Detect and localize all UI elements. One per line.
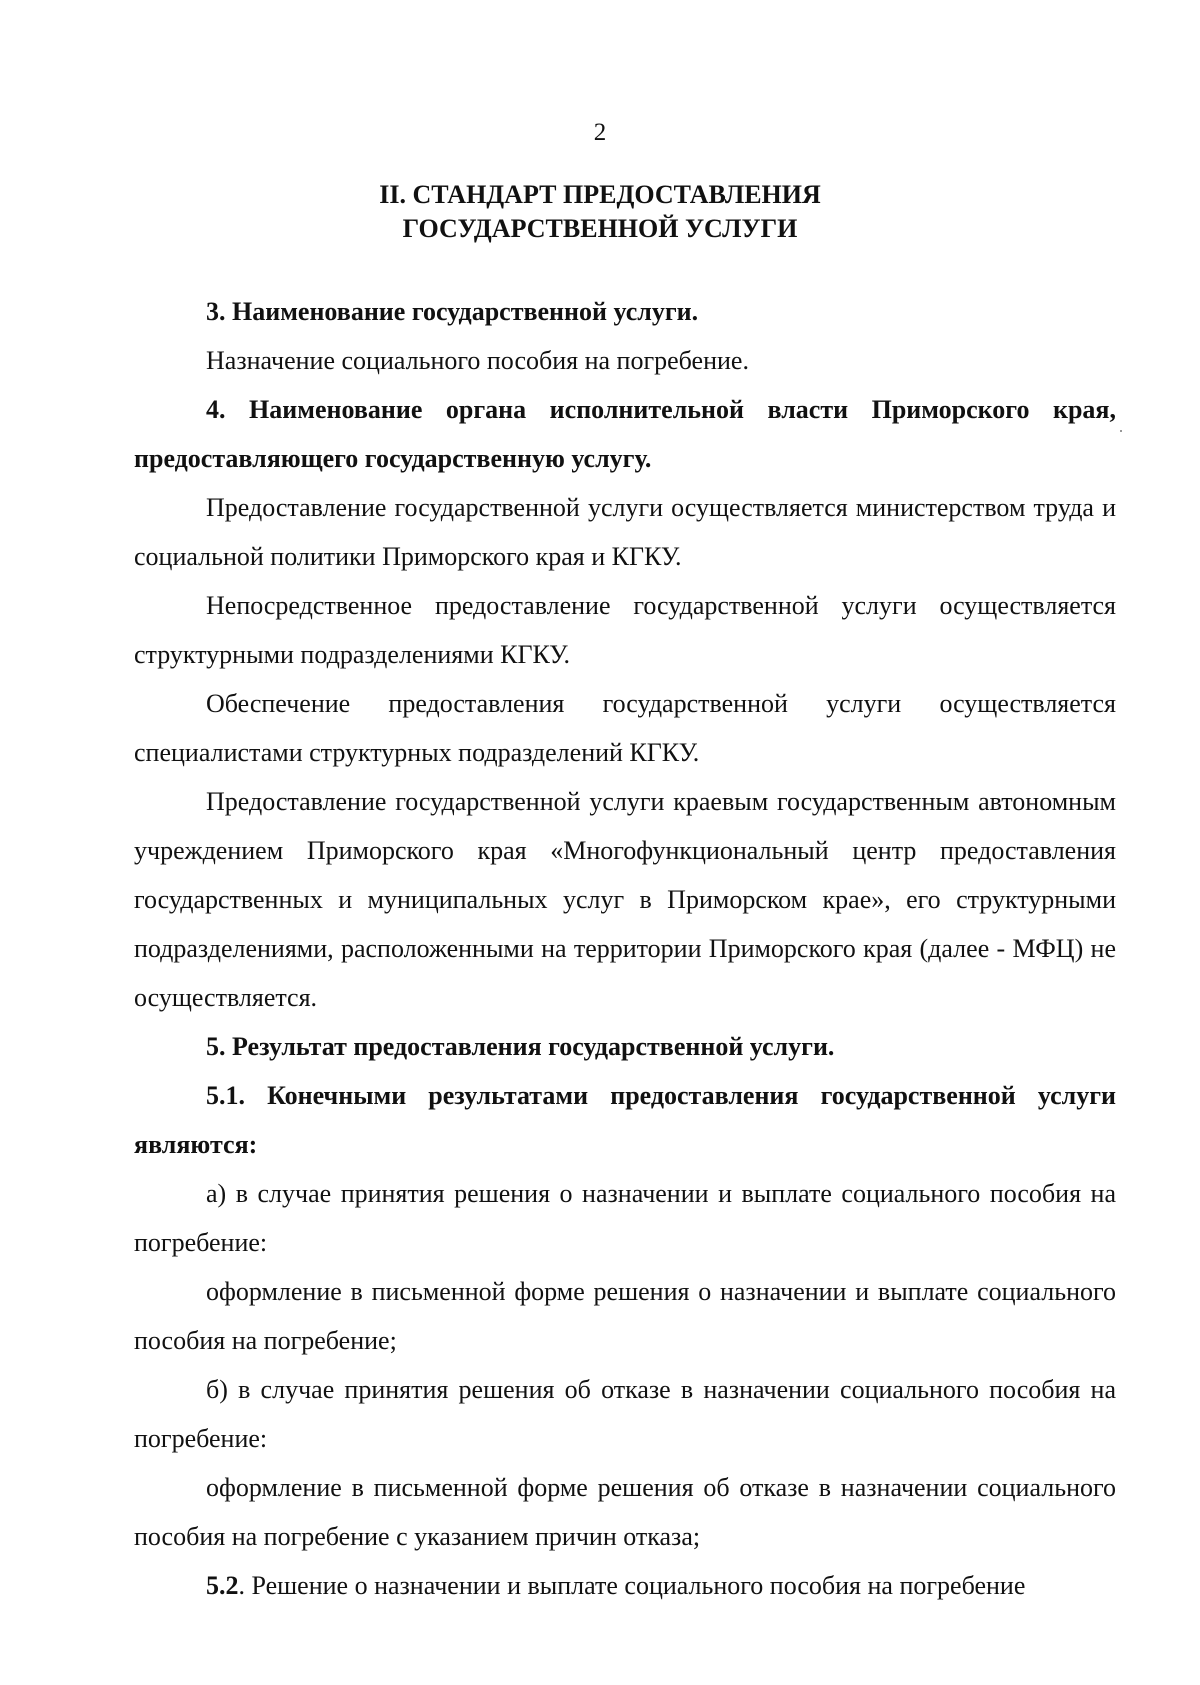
paragraph-5-1-a-text: оформление в письменной форме решения о назначении и выплате социального пособия на погребение; [134, 1277, 1116, 1355]
paragraph-4-4: Предоставление государственной услуги краевым государственным автономным учреждением Приморского края «Многофункциональный центр предоставления государственных и муниципальных услуг в Приморском крае», его структурными подразделениями, расположенными на территории Приморского края (далее - МФЦ) не осуществляется. [134, 787, 1116, 1012]
paragraph-5-1-b-text: оформление в письменной форме решения об отказе в назначении социального пособия на погребение с указанием причин отказа; [134, 1473, 1116, 1551]
paragraph-5-2 [134, 1561, 1116, 1610]
section-title [0, 178, 1200, 246]
section-title-line-2: ГОСУДАРСТВЕННОЙ УСЛУГИ [402, 214, 798, 243]
heading-5: 5. Результат предоставления государственной услуги. [206, 1032, 835, 1061]
document-body [134, 287, 1116, 1610]
heading-4: 4. Наименование органа исполнительной власти Приморского края, предоставляющего государственную услугу. [134, 395, 1116, 473]
heading-3: 3. Наименование государственной услуги. [206, 297, 699, 326]
section-title-line-1: II. СТАНДАРТ ПРЕДОСТАВЛЕНИЯ [379, 180, 821, 209]
page-number: 2 [593, 119, 607, 146]
paragraph-5-1-a: а) в случае принятия решения о назначении и выплате социального пособия на погребение: [134, 1179, 1116, 1257]
paragraph-3: Назначение социального пособия на погребение. [206, 346, 749, 375]
paragraph-5-2-number: 5.2 [206, 1571, 239, 1600]
paragraph-5-2-text: . Решение о назначении и выплате социального пособия на погребение [238, 1571, 1026, 1600]
paragraph-4-1: Предоставление государственной услуги осуществляется министерством труда и социальной политики Приморского края и КГКУ. [134, 493, 1116, 571]
paragraph-4-2: Непосредственное предоставление государственной услуги осуществляется структурными подразделениями КГКУ. [134, 591, 1116, 669]
paragraph-5-1-b: б) в случае принятия решения об отказе в назначении социального пособия на погребение: [134, 1375, 1116, 1453]
scan-speck [1120, 430, 1122, 432]
paragraph-4-3: Обеспечение предоставления государственной услуги осуществляется специалистами структурных подразделений КГКУ. [134, 689, 1116, 767]
heading-5-1: 5.1. Конечными результатами предоставления государственной услуги являются: [134, 1081, 1116, 1159]
